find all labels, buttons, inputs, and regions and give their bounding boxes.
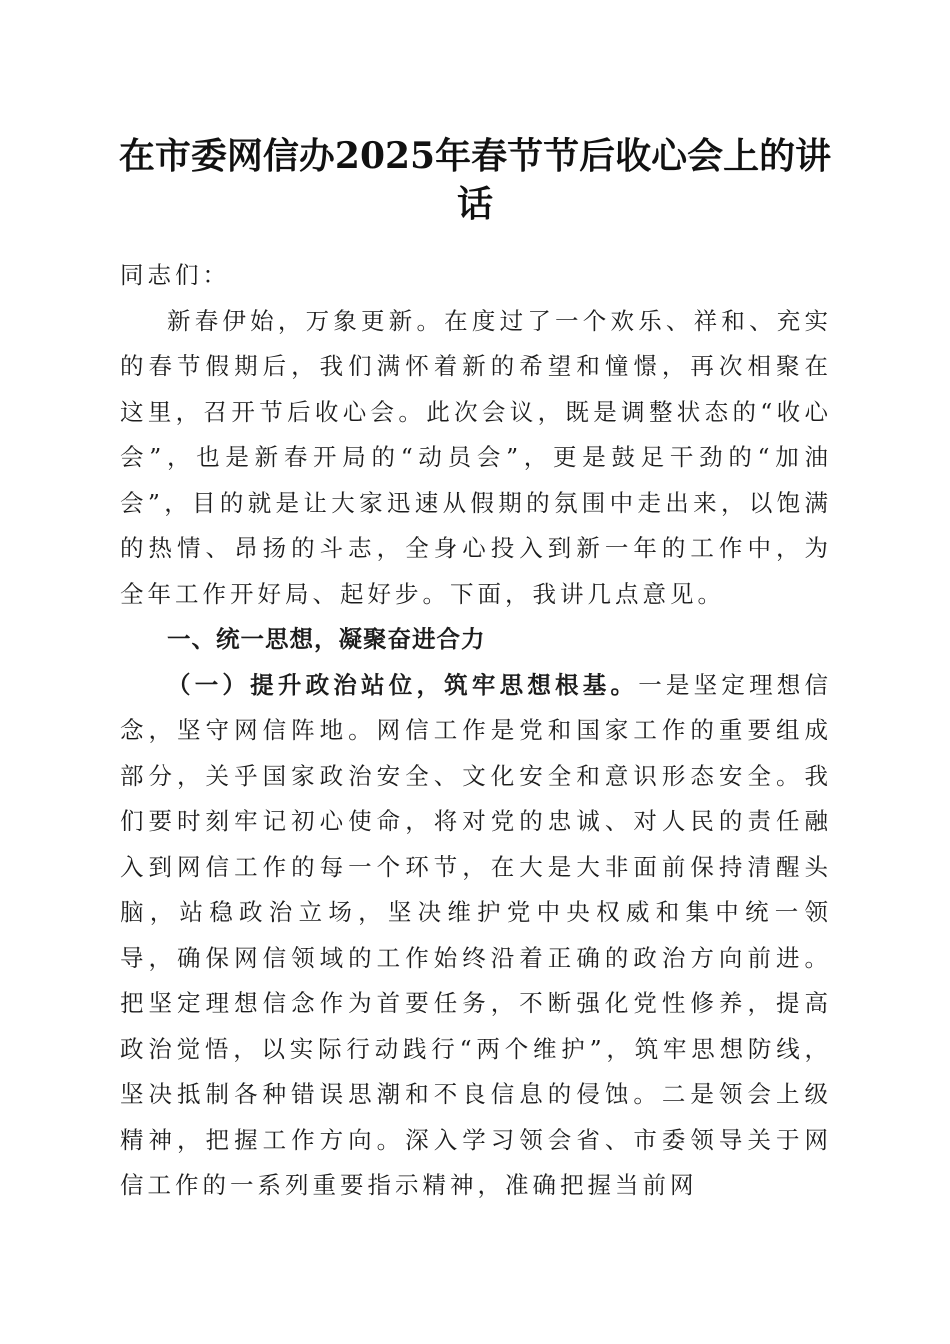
subsection-paragraph-1 <box>120 663 832 1209</box>
subsection-body-1: 一是坚定理想信念，坚守网信阵地。网信工作是党和国家工作的重要组成部分，关乎国家政治安全、文化安全和意识形态安全。我们要时刻牢记初心使命，将对党的忠诚、对人民的责任融入到网信工作的每一个环节，在大是大非面前保持清醒头脑，站稳政治立场，坚决维护党中央权威和集中统一领导，确保网信领域的工作始终沿着正确的政治方向前进。把坚定理想信念作为首要任务，不断强化党性修养，提高政治觉悟，以实际行动践行“两个维护”，筑牢思想防线，坚决抵制各种错误思潮和不良信息的侵蚀。二是领会上级精神，把握工作方向。深入学习领会省、市委领导关于网信工作的一系列重要指示精神，准确把握当前网 <box>120 670 833 1199</box>
salutation: 同志们： <box>120 261 230 289</box>
section-heading-1: 一、统一思想，凝聚奋进合力 <box>167 625 486 653</box>
document-body <box>120 253 832 1209</box>
subsection-lead-1: （一）提升政治站位，筑牢思想根基。 <box>167 670 639 699</box>
intro-paragraph: 新春伊始，万象更新。在度过了一个欢乐、祥和、充实的春节假期后，我们满怀着新的希望和憧憬，再次相聚在这里，召开节后收心会。此次会议，既是调整状态的“收心会”，也是新春开局的“动员会”，更是鼓足干劲的“加油会”，目的就是让大家迅速从假期的氛围中走出来，以饱满的热情、昂扬的斗志，全身心投入到新一年的工作中，为全年工作开好局、起好步。下面，我讲几点意见。 <box>120 306 832 608</box>
document-title: 在市委网信办2025年春节节后收心会上的讲话 <box>118 135 832 225</box>
